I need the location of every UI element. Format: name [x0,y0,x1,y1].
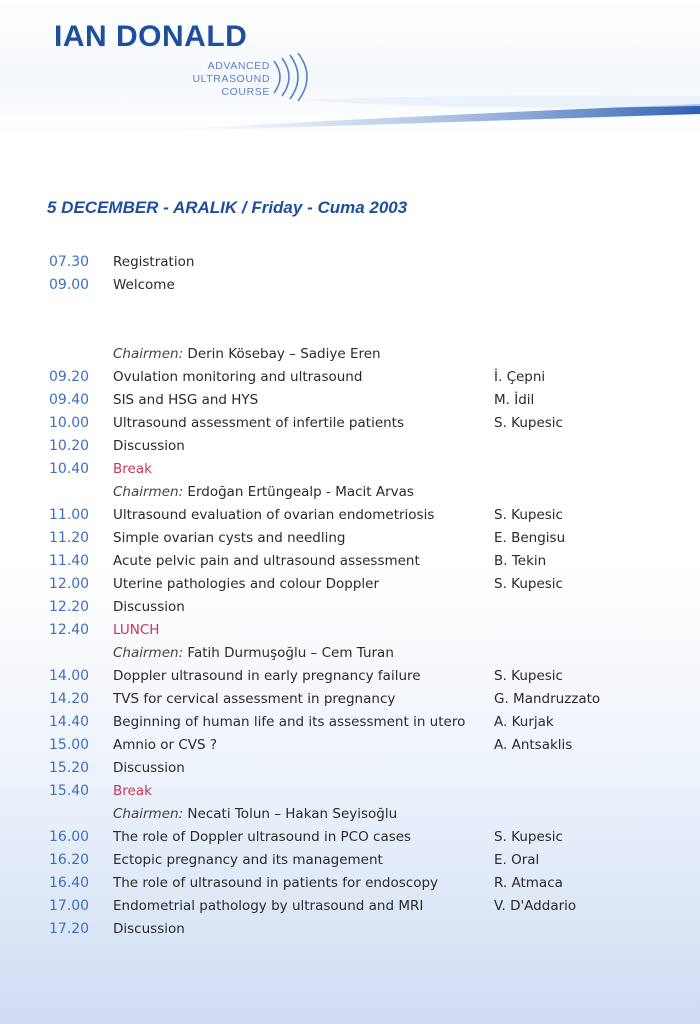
schedule-row [0,898,700,920]
schedule-row [0,507,700,529]
session-time: 11.00 [49,507,90,523]
session-time: 07.30 [49,254,90,270]
session-title: Ultrasound evaluation of ovarian endometriosis [113,507,435,523]
date-heading: 5 DECEMBER - ARALIK / Friday - Cuma 2003 [47,198,408,217]
schedule-row [0,392,700,414]
session-title: Beginning of human life and its assessment in utero [113,714,466,730]
session-speaker: S. Kupesic [494,415,563,431]
session-time: 09.00 [49,277,90,293]
chairmen-label: Chairmen: [113,346,184,362]
schedule-row [0,829,700,851]
chairmen-row [0,346,700,368]
session-title: Acute pelvic pain and ultrasound assessment [113,553,420,569]
session-title: Welcome [113,277,175,293]
session-speaker: İ. Çepni [494,369,546,385]
logo-subtitle-line: COURSE [221,86,270,98]
session-title: Simple ovarian cysts and needling [113,530,346,546]
schedule-row [0,921,700,943]
session-speaker: S. Kupesic [494,576,563,592]
course-logo-title: IAN DONALD [54,20,248,53]
session-time: 15.20 [49,760,90,776]
schedule-row [0,254,700,276]
session-time: 12.00 [49,576,90,592]
session-time: 09.40 [49,392,90,408]
lunch-label: LUNCH [113,622,160,638]
schedule-row [0,277,700,299]
session-time: 11.40 [49,553,90,569]
session-time: 10.20 [49,438,90,454]
session-title: Amnio or CVS ? [113,737,218,753]
schedule-row [0,530,700,552]
session-speaker: E. Bengisu [494,530,566,546]
session-speaker: V. D'Addario [494,898,577,914]
session-time: 16.20 [49,852,90,868]
chairmen-row [0,645,700,667]
session-title: Ultrasound assessment of infertile patients [113,415,405,431]
break-label: Break [113,783,152,799]
logo-subtitle-line: ADVANCED [207,60,270,72]
schedule-row [0,691,700,713]
chairmen-label: Chairmen: [113,806,184,822]
schedule-row [0,737,700,759]
chairmen-names: Derin Kösebay – Sadiye Eren [187,346,381,362]
session-speaker: R. Atmaca [494,875,563,891]
session-time: 12.20 [49,599,90,615]
session-title: TVS for cervical assessment in pregnancy [113,691,396,707]
session-time: 14.20 [49,691,90,707]
ultrasound-waves-icon [270,53,320,103]
session-title: Ectopic pregnancy and its management [113,852,383,868]
session-title: The role of ultrasound in patients for endoscopy [113,875,439,891]
session-speaker: B. Tekin [494,553,547,569]
session-speaker: S. Kupesic [494,507,563,523]
session-speaker: S. Kupesic [494,668,563,684]
session-speaker: M. İdil [494,392,535,408]
chairmen-names: Erdoğan Ertüngealp - Macit Arvas [187,484,414,500]
schedule-row [0,852,700,874]
session-title: SIS and HSG and HYS [113,392,259,408]
schedule-row [0,553,700,575]
session-title: Uterine pathologies and colour Doppler [113,576,380,592]
session-speaker: A. Antsaklis [494,737,573,753]
header-swoosh [0,70,700,140]
schedule-row [0,599,700,621]
session-speaker: S. Kupesic [494,829,563,845]
break-row [0,783,700,805]
schedule-row [0,875,700,897]
break-label: Break [113,461,152,477]
schedule-row [0,760,700,782]
session-title: Discussion [113,599,185,615]
session-title: Discussion [113,921,185,937]
chairmen-label: Chairmen: [113,484,184,500]
session-time: 12.40 [49,622,90,638]
session-title: Discussion [113,760,185,776]
session-speaker: A. Kurjak [494,714,554,730]
session-title: Endometrial pathology by ultrasound and MRI [113,898,424,914]
session-time: 17.20 [49,921,90,937]
session-speaker: E. Oral [494,852,540,868]
schedule-row [0,438,700,460]
session-speaker: G. Mandruzzato [494,691,601,707]
schedule-row [0,668,700,690]
lunch-row [0,622,700,644]
session-title: Doppler ultrasound in early pregnancy failure [113,668,421,684]
session-time: 10.40 [49,461,90,477]
session-time: 14.00 [49,668,90,684]
session-time: 11.20 [49,530,90,546]
session-time: 10.00 [49,415,90,431]
chairmen-row [0,806,700,828]
chairmen-names: Necati Tolun – Hakan Seyisoğlu [187,806,398,822]
session-time: 16.40 [49,875,90,891]
session-time: 17.00 [49,898,90,914]
session-title: The role of Doppler ultrasound in PCO cases [113,829,412,845]
schedule-row [0,714,700,736]
session-time: 14.40 [49,714,90,730]
course-logo-subtitle [170,60,270,99]
schedule-row [0,369,700,391]
logo-subtitle-line: ULTRASOUND [192,73,270,85]
session-time: 09.20 [49,369,90,385]
chairmen-label: Chairmen: [113,645,184,661]
schedule-row [0,415,700,437]
chairmen-names: Fatih Durmuşoğlu – Cem Turan [187,645,394,661]
schedule-row [0,576,700,598]
session-time: 15.00 [49,737,90,753]
session-title: Discussion [113,438,185,454]
session-title: Registration [113,254,195,270]
session-time: 15.40 [49,783,90,799]
session-title: Ovulation monitoring and ultrasound [113,369,363,385]
break-row [0,461,700,483]
chairmen-row [0,484,700,506]
session-time: 16.00 [49,829,90,845]
